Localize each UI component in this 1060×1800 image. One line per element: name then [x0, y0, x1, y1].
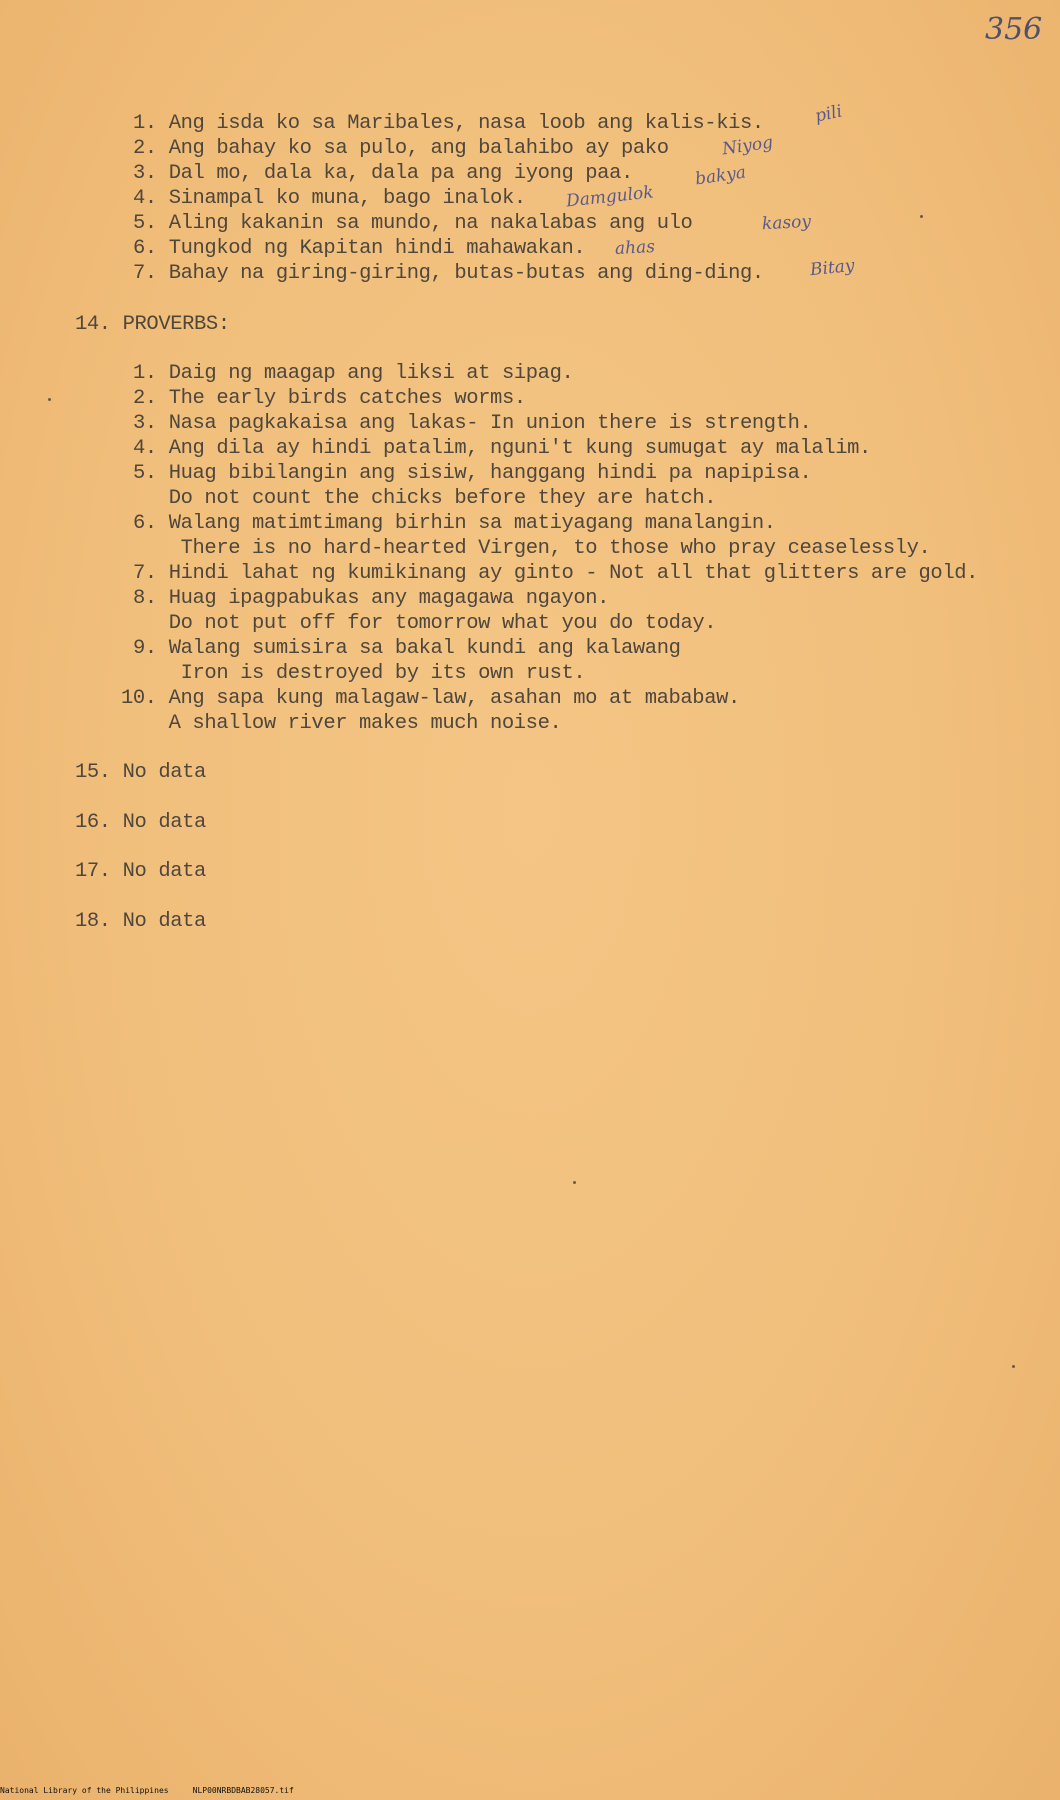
riddle-4: 4. Sinampal ko muna, bago inalok. — [133, 187, 526, 210]
riddle-3: 3. Dal mo, dala ka, dala pa ang iyong paa. — [133, 162, 633, 185]
section-16 — [75, 811, 206, 835]
page-number: 356 — [985, 12, 1043, 47]
proverb-line: 9. Walang sumisira sa bakal kundi ang kalawang — [133, 637, 681, 660]
paper-speck — [573, 1181, 576, 1184]
proverb-translation: There is no hard-hearted Virgen, to those who pray ceaselessly. — [133, 537, 931, 560]
proverb-line: 2. The early birds catches worms. — [133, 387, 526, 410]
section-text: No data — [122, 761, 206, 784]
riddle-6-answer: ahas — [614, 236, 656, 260]
proverb-translation: Do not count the chicks before they are hatch. — [133, 487, 717, 510]
footer-caption: National Library of the Philippines NLP00NRBDBAB28057.tif — [0, 1786, 294, 1795]
proverb-translation: Iron is destroyed by its own rust. — [133, 662, 586, 685]
riddle-6: 6. Tungkod ng Kapitan hindi mahawakan. — [133, 237, 586, 260]
section-number: 15. — [75, 761, 111, 784]
proverbs-heading: 14. PROVERBS: — [75, 313, 230, 336]
paper-speck — [1012, 1365, 1015, 1368]
section-15 — [75, 761, 206, 785]
riddle-1: 1. Ang isda ko sa Maribales, nasa loob ang kalis-kis. — [133, 112, 764, 135]
proverb-line: 4. Ang dila ay hindi patalim, nguni't kung sumugat ay malalim. — [133, 437, 871, 460]
proverb-line: 8. Huag ipagpabukas any magagawa ngayon. — [133, 587, 610, 610]
riddle-1-answer: pili — [813, 101, 844, 127]
section-text: No data — [122, 860, 206, 883]
riddle-3-answer: bakya — [693, 162, 748, 190]
proverb-line: 3. Nasa pagkakaisa ang lakas- In union there is strength. — [133, 412, 812, 435]
proverb-line: 6. Walang matimtimang birhin sa matiyagang manalangin. — [133, 512, 776, 535]
riddle-5-answer: kasoy — [761, 211, 812, 235]
proverb-translation: A shallow river makes much noise. — [121, 712, 562, 735]
proverb-line: 1. Daig ng maagap ang liksi at sipag. — [133, 362, 574, 385]
section-17 — [75, 860, 206, 884]
riddle-4-answer: Damgulok — [565, 182, 655, 212]
section-text: No data — [122, 811, 206, 834]
section-number: 16. — [75, 811, 111, 834]
proverb-translation: Do not put off for tomorrow what you do today. — [133, 612, 717, 635]
riddle-2-answer: Niyog — [720, 132, 775, 160]
proverb-line: 5. Huag bibilangin ang sisiw, hanggang hindi pa napipisa. — [133, 462, 812, 485]
riddle-7: 7. Bahay na giring-giring, butas-butas ang ding-ding. — [133, 262, 764, 285]
section-number: 17. — [75, 860, 111, 883]
section-18 — [75, 910, 206, 934]
paper-speck — [920, 215, 923, 218]
riddle-7-answer: Bitay — [809, 255, 856, 281]
proverb-line: 7. Hindi lahat ng kumikinang ay ginto - Not all that glitters are gold. — [133, 562, 979, 585]
riddle-2: 2. Ang bahay ko sa pulo, ang balahibo ay pako — [133, 137, 669, 160]
proverb-line: 10. Ang sapa kung malagaw-law, asahan mo at mababaw. — [121, 687, 740, 710]
riddle-5: 5. Aling kakanin sa mundo, na nakalabas ang ulo — [133, 212, 693, 235]
section-text: No data — [122, 910, 206, 933]
paper-speck — [48, 398, 51, 401]
section-number: 18. — [75, 910, 111, 933]
